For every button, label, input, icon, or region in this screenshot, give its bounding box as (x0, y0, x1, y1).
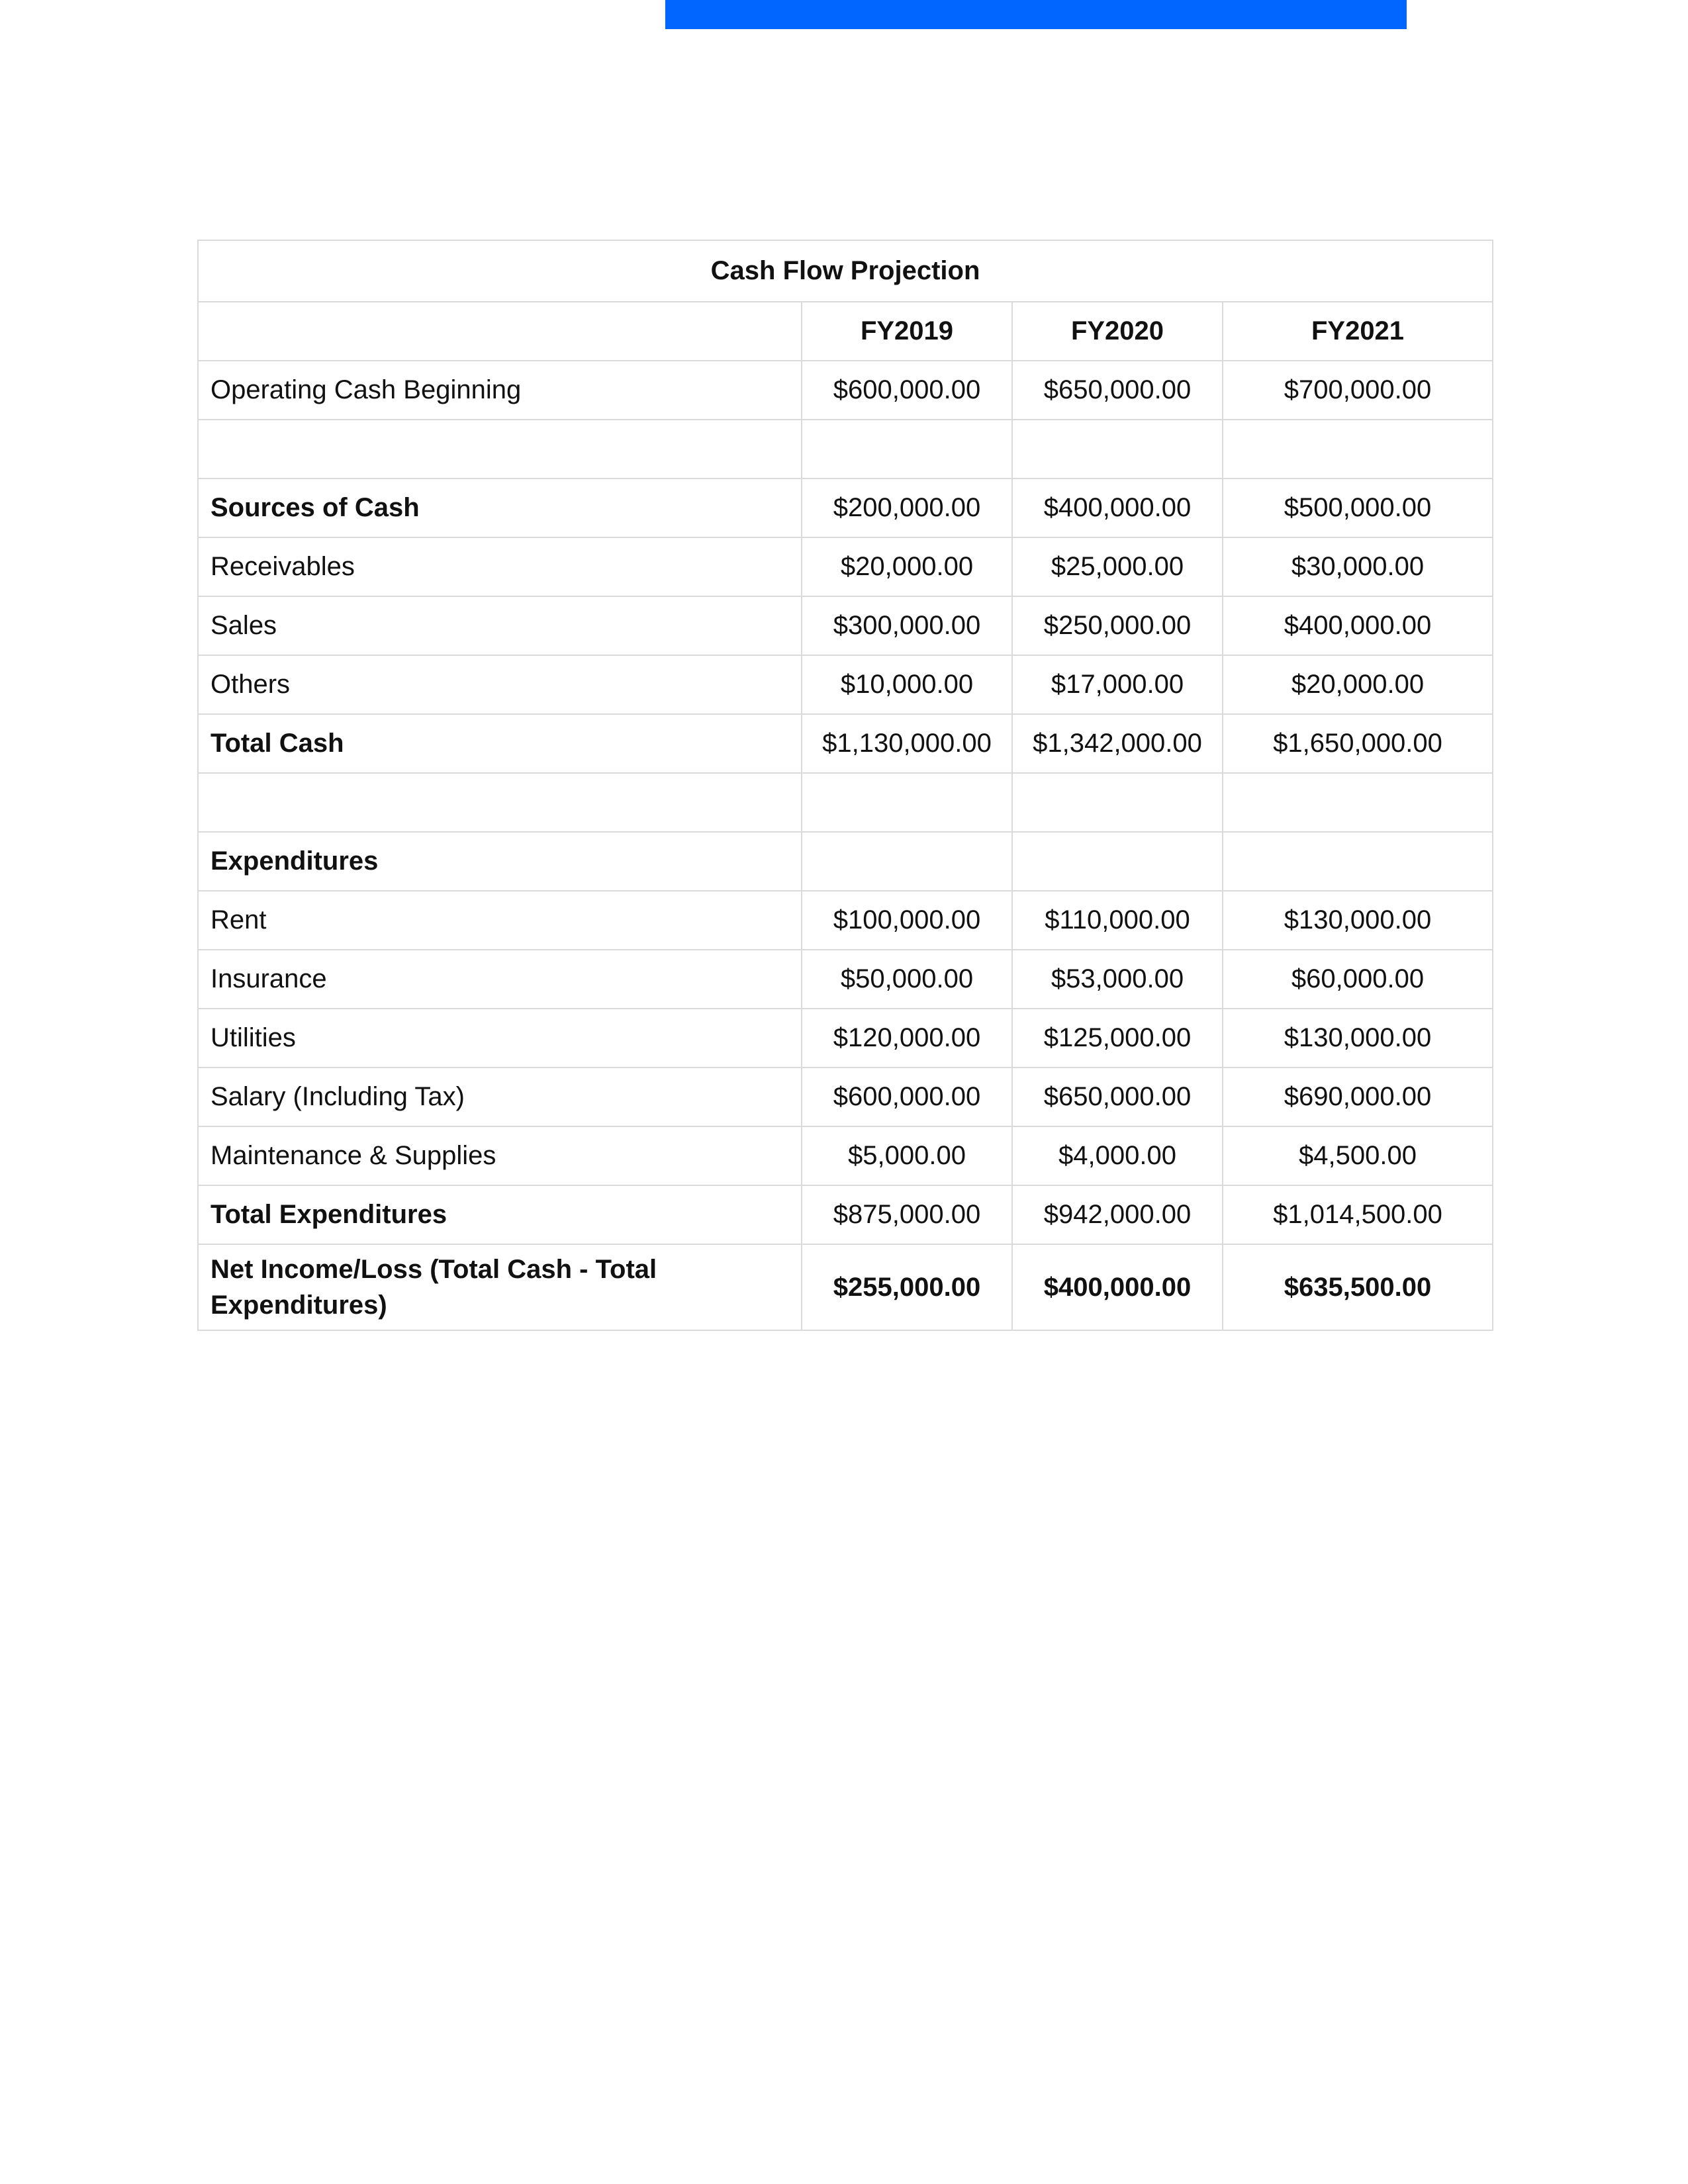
value-fy2021: $1,650,000.00 (1223, 714, 1493, 773)
row-label: Total Cash (198, 714, 802, 773)
header-fy2021: FY2021 (1223, 302, 1493, 361)
row-sales (198, 596, 1493, 655)
row-label: Maintenance & Supplies (198, 1126, 802, 1185)
value-fy2019: $875,000.00 (802, 1185, 1012, 1244)
value-fy2021: $500,000.00 (1223, 478, 1493, 537)
value-fy2021 (1223, 420, 1493, 478)
value-fy2019: $200,000.00 (802, 478, 1012, 537)
row-label: Sales (198, 596, 802, 655)
value-fy2019: $120,000.00 (802, 1009, 1012, 1068)
value-fy2019 (802, 420, 1012, 478)
row-label: Operating Cash Beginning (198, 361, 802, 420)
row-label: Net Income/Loss (Total Cash - Total Expenditures) (198, 1244, 802, 1330)
value-fy2019: $50,000.00 (802, 950, 1012, 1009)
top-color-bar (665, 0, 1407, 29)
row-total-expenditures (198, 1185, 1493, 1244)
value-fy2021: $1,014,500.00 (1223, 1185, 1493, 1244)
row-others (198, 655, 1493, 714)
value-fy2019: $10,000.00 (802, 655, 1012, 714)
year-header-row (198, 302, 1493, 361)
value-fy2021: $20,000.00 (1223, 655, 1493, 714)
row-spacer (198, 773, 1493, 832)
row-label: Utilities (198, 1009, 802, 1068)
row-label: Total Expenditures (198, 1185, 802, 1244)
value-fy2019: $1,130,000.00 (802, 714, 1012, 773)
row-label: Insurance (198, 950, 802, 1009)
value-fy2021: $690,000.00 (1223, 1068, 1493, 1126)
row-label: Expenditures (198, 832, 802, 891)
value-fy2019 (802, 773, 1012, 832)
value-fy2020: $110,000.00 (1012, 891, 1223, 950)
value-fy2021: $700,000.00 (1223, 361, 1493, 420)
header-fy2020: FY2020 (1012, 302, 1223, 361)
row-spacer (198, 420, 1493, 478)
value-fy2020: $25,000.00 (1012, 537, 1223, 596)
table-title: Cash Flow Projection (198, 240, 1493, 302)
value-fy2019 (802, 832, 1012, 891)
value-fy2019: $255,000.00 (802, 1244, 1012, 1330)
row-receivables (198, 537, 1493, 596)
title-row (198, 240, 1493, 302)
value-fy2019: $5,000.00 (802, 1126, 1012, 1185)
value-fy2020: $650,000.00 (1012, 1068, 1223, 1126)
value-fy2021: $60,000.00 (1223, 950, 1493, 1009)
header-empty-cell (198, 302, 802, 361)
row-maintenance-supplies (198, 1126, 1493, 1185)
value-fy2020: $4,000.00 (1012, 1126, 1223, 1185)
row-salary (198, 1068, 1493, 1126)
value-fy2021: $4,500.00 (1223, 1126, 1493, 1185)
row-operating-cash-beginning (198, 361, 1493, 420)
row-label: Sources of Cash (198, 478, 802, 537)
row-label: Salary (Including Tax) (198, 1068, 802, 1126)
value-fy2021: $30,000.00 (1223, 537, 1493, 596)
value-fy2019: $600,000.00 (802, 1068, 1012, 1126)
row-utilities (198, 1009, 1493, 1068)
row-total-cash (198, 714, 1493, 773)
value-fy2019: $100,000.00 (802, 891, 1012, 950)
value-fy2021 (1223, 773, 1493, 832)
value-fy2020: $942,000.00 (1012, 1185, 1223, 1244)
value-fy2021: $130,000.00 (1223, 1009, 1493, 1068)
row-label (198, 773, 802, 832)
value-fy2021: $130,000.00 (1223, 891, 1493, 950)
row-expenditures-heading (198, 832, 1493, 891)
value-fy2020: $17,000.00 (1012, 655, 1223, 714)
value-fy2020 (1012, 832, 1223, 891)
row-net-income-loss (198, 1244, 1493, 1330)
value-fy2020: $650,000.00 (1012, 361, 1223, 420)
value-fy2020: $1,342,000.00 (1012, 714, 1223, 773)
value-fy2020: $400,000.00 (1012, 478, 1223, 537)
row-label: Others (198, 655, 802, 714)
value-fy2020 (1012, 420, 1223, 478)
row-sources-of-cash (198, 478, 1493, 537)
row-label (198, 420, 802, 478)
row-insurance (198, 950, 1493, 1009)
value-fy2019: $20,000.00 (802, 537, 1012, 596)
value-fy2019: $600,000.00 (802, 361, 1012, 420)
value-fy2020: $53,000.00 (1012, 950, 1223, 1009)
value-fy2020: $400,000.00 (1012, 1244, 1223, 1330)
value-fy2021 (1223, 832, 1493, 891)
value-fy2020: $125,000.00 (1012, 1009, 1223, 1068)
value-fy2019: $300,000.00 (802, 596, 1012, 655)
value-fy2020 (1012, 773, 1223, 832)
row-rent (198, 891, 1493, 950)
value-fy2021: $635,500.00 (1223, 1244, 1493, 1330)
cash-flow-table (197, 240, 1493, 1331)
row-label: Receivables (198, 537, 802, 596)
value-fy2020: $250,000.00 (1012, 596, 1223, 655)
value-fy2021: $400,000.00 (1223, 596, 1493, 655)
row-label: Rent (198, 891, 802, 950)
header-fy2019: FY2019 (802, 302, 1012, 361)
